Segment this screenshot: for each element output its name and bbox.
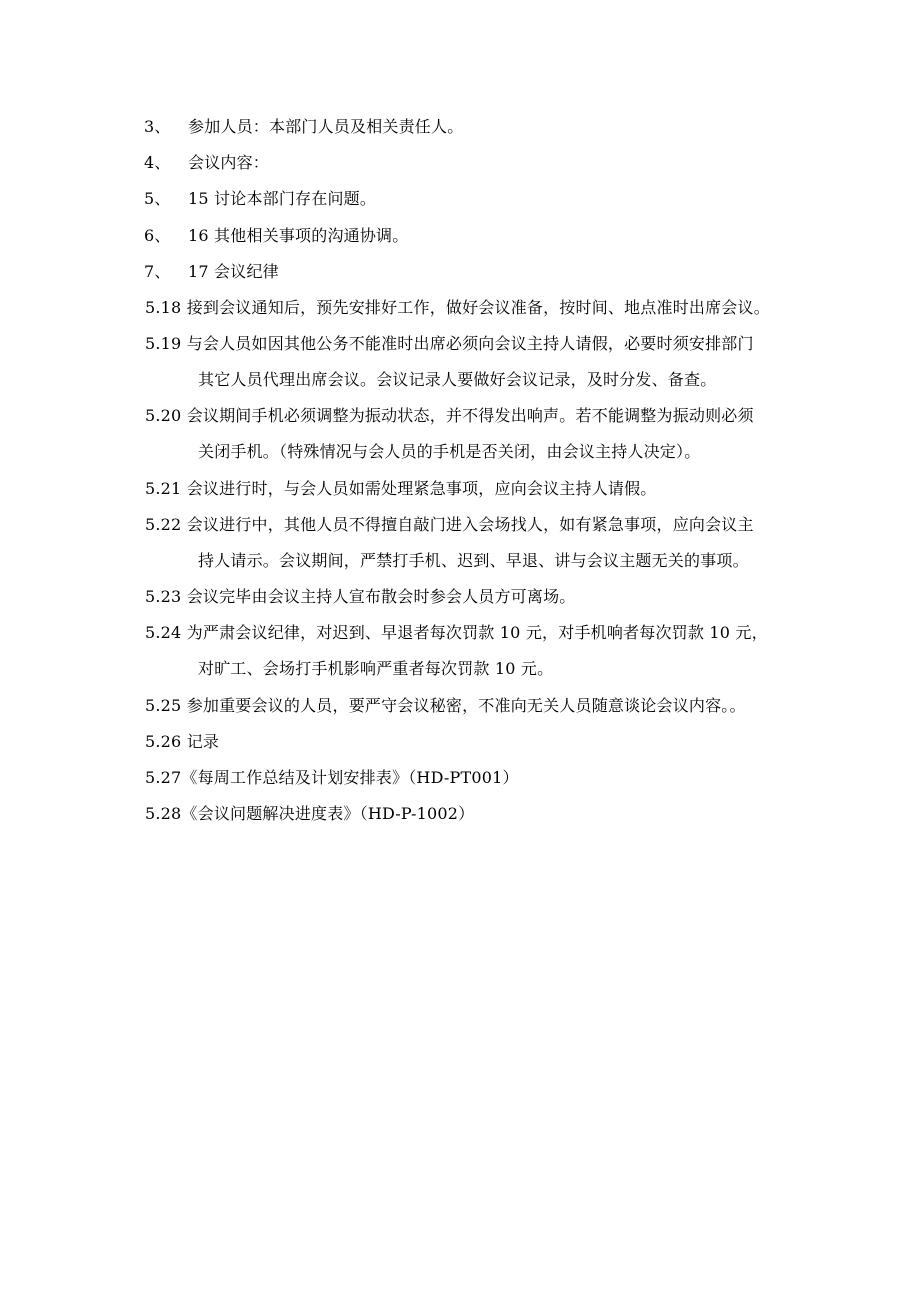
clause-5-19-continuation: 其它人员代理出席会议。会议记录人要做好会议记录，及时分发、备查。: [198, 370, 717, 389]
list-item: [144, 116, 463, 138]
list-item-number: 3、: [144, 117, 171, 136]
clause-5-24-continuation: 对旷工、会场打手机影响严重者每次罚款 10 元。: [198, 659, 554, 678]
clause-5-28: 5.28《会议问题解决进度表》（HD-P-1002）: [145, 804, 475, 823]
list-item: [144, 152, 269, 174]
list-item-text: 15 讨论本部门存在问题。: [188, 189, 377, 208]
list-item: [144, 261, 279, 283]
clause-5-21: 5.21 会议进行时，与会人员如需处理紧急事项，应向会议主持人请假。: [145, 479, 657, 498]
list-item: [144, 188, 376, 210]
clause-5-19: 5.19 与会人员如因其他公务不能准时出席必须向会议主持人请假，必要时须安排部门: [145, 334, 754, 353]
list-item-text: 17 会议纪律: [188, 262, 279, 281]
clause-5-24: 5.24 为严肃会议纪律，对迟到、早退者每次罚款 10 元，对手机响者每次罚款 10 元，: [145, 623, 768, 642]
list-item-number: 5、: [144, 189, 171, 208]
clause-5-25: 5.25 参加重要会议的人员，要严守会议秘密，不准向无关人员随意谈论会议内容。。: [145, 696, 746, 715]
list-item-text: 参加人员：本部门人员及相关责任人。: [188, 117, 464, 136]
list-item: [144, 225, 408, 247]
list-item-number: 7、: [144, 262, 171, 281]
clause-5-22-continuation: 持人请示。会议期间，严禁打手机、迟到、早退、讲与会议主题无关的事项。: [198, 551, 749, 570]
clause-5-22: 5.22 会议进行中，其他人员不得擅自敲门进入会场找人，如有紧急事项，应向会议主: [145, 515, 754, 534]
list-item-number: 4、: [144, 153, 171, 172]
list-item-text: 会议内容：: [188, 153, 270, 172]
clause-5-18: 5.18 接到会议通知后，预先安排好工作，做好会议准备，按时间、地点准时出席会议。: [145, 298, 770, 317]
clause-5-26: 5.26 记录: [145, 732, 220, 751]
clause-5-20: 5.20 会议期间手机必须调整为振动状态，并不得发出响声。若不能调整为振动则必须: [145, 406, 754, 425]
clause-5-20-continuation: 关闭手机。（特殊情况与会人员的手机是否关闭，由会议主持人决定）。: [198, 442, 701, 461]
list-item-text: 16 其他相关事项的沟通协调。: [188, 226, 409, 245]
list-item-number: 6、: [144, 226, 171, 245]
clause-5-23: 5.23 会议完毕由会议主持人宣布散会时参会人员方可离场。: [145, 587, 576, 606]
clause-5-27: 5.27《每周工作总结及计划安排表》（HD-PT001）: [145, 768, 519, 787]
